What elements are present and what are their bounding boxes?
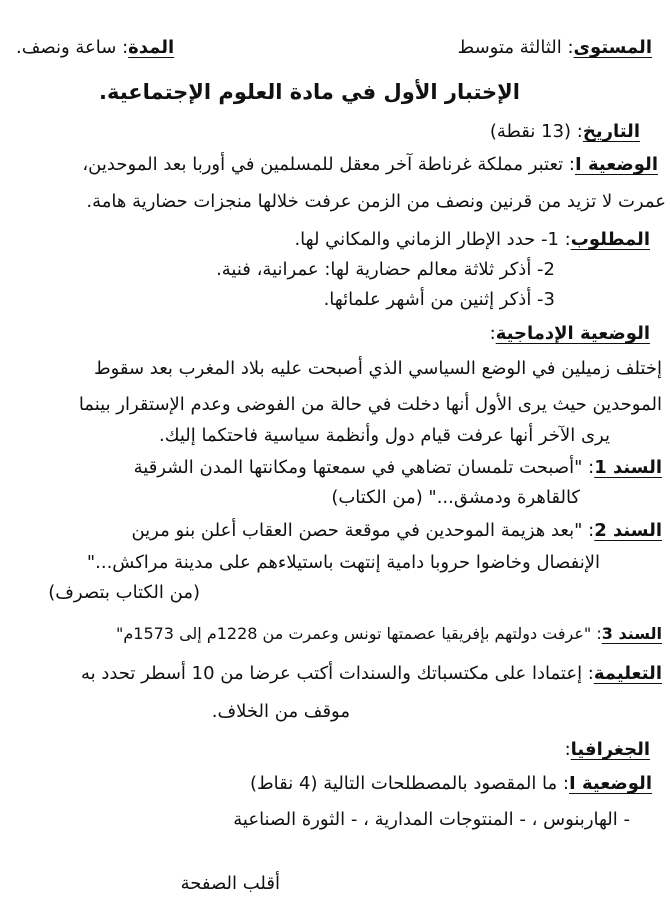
turn-page-note: أقلب الصفحة [180, 873, 280, 894]
geography-heading: الجغرافيا [570, 739, 650, 760]
duration-line: المدة: ساعة ونصف. [16, 37, 175, 58]
instruction-label: التعليمة [593, 663, 662, 684]
doc2-line1: السند 2: "بعد هزيمة الموحدين في موقعة حصن العقاب أعلن بنو مرين [131, 520, 662, 541]
geo-situation1-line: الوضعية I: ما المقصود بالمصطلحات التالية (4 نقاط) [250, 773, 652, 794]
page-title: الإختبار الأول في مادة العلوم الإجتماعية. [98, 80, 520, 104]
doc1-line2: كالقاهرة ودمشق..." (من الكتاب) [331, 487, 580, 508]
required-item2: 2- أذكر ثلاثة معالم حضارية لها: عمرانية، فنية. [216, 259, 555, 280]
doc3-label: السند 3 [601, 624, 662, 643]
doc2-line3: (من الكتاب بتصرف) [48, 582, 200, 603]
required-item3: 3- أذكر إثنين من أشهر علمائها. [323, 289, 555, 310]
instruction-text1: إعتمادا على مكتسباتك والسندات أكتب عرضا من 10 أسطر تحدد به [80, 663, 583, 684]
history-points: (13 نقطة) [489, 121, 572, 142]
instruction-line1: التعليمة: إعتمادا على مكتسباتك والسندات أكتب عرضا من 10 أسطر تحدد به [80, 663, 662, 684]
instruction-line2: موقف من الخلاف. [211, 701, 350, 722]
doc2-line2: الإنفصال وخاضوا حروبا دامية إنتهت باستيلاءهم على مدينة مراكش..." [86, 552, 600, 573]
history-heading-line: التاريخ: (13 نقطة) [489, 121, 640, 142]
integration-line3: يرى الآخر أنها عرفت قيام دول وأنظمة سياسية فاحتكما إليك. [158, 425, 610, 446]
geo-situation1-label: الوضعية I [568, 773, 652, 794]
duration-value: ساعة ونصف. [16, 37, 117, 58]
doc1-line1: السند 1: "أصبحت تلمسان تضاهي في سمعتها ومكانتها المدن الشرقية [133, 457, 662, 478]
history-heading: التاريخ [582, 121, 640, 142]
geo-situation1-text: ما المقصود بالمصطلحات التالية [323, 773, 558, 794]
integration-heading-line: الوضعية الإدماجية: [489, 323, 650, 344]
integration-line2: الموحدين حيث يرى الأول أنها دخلت في حالة من الفوضى وعدم الإستقرار بينما [78, 394, 662, 415]
required-item1: 1- حدد الإطار الزماني والمكاني لها. [294, 229, 559, 250]
integration-line1: إختلف زميلين في الوضع السياسي الذي أصبحت عليه بلاد المغرب بعد سقوط [93, 358, 662, 379]
geography-heading-line: الجغرافيا: [564, 739, 650, 760]
duration-label: المدة [128, 37, 175, 58]
required-label: المطلوب [570, 229, 650, 250]
doc2-label: السند 2 [594, 520, 662, 541]
situation1-line1: الوضعية I: تعتبر مملكة غرناطة آخر معقل للمسلمين في أوربا بعد الموحدين، [82, 154, 658, 175]
required-line1: المطلوب: 1- حدد الإطار الزماني والمكاني لها. [294, 229, 650, 250]
level-value: الثالثة متوسط [457, 37, 562, 58]
integration-label: الوضعية الإدماجية [495, 323, 650, 344]
situation1-line2: عمرت لا تزيد من قرنين ونصف من الزمن عرفت خلالها منجزات حضارية هامة. [86, 191, 666, 212]
level-line: المستوى: الثالثة متوسط [457, 37, 652, 58]
doc3-line: السند 3: "عرفت دولتهم بإفريقيا عصمتها تونس وعمرت من 1228م إلى 1573م" [116, 624, 662, 643]
geo-situation1-points: (4 نقاط) [250, 773, 318, 794]
doc1-text1: "أصبحت تلمسان تضاهي في سمعتها ومكانتها المدن الشرقية [133, 457, 583, 478]
doc2-text1: "بعد هزيمة الموحدين في موقعة حصن العقاب أعلن بنو مرين [131, 520, 583, 541]
situation1-label: الوضعية I [574, 154, 658, 175]
situation1-text1: تعتبر مملكة غرناطة آخر معقل للمسلمين في أوربا بعد الموحدين، [82, 154, 564, 175]
level-label: المستوى [573, 37, 652, 58]
doc3-text: "عرفت دولتهم بإفريقيا عصمتها تونس وعمرت من 1228م إلى 1573م" [116, 624, 592, 643]
doc1-label: السند 1 [594, 457, 662, 478]
geo-terms-line: - الهاربنوس ، - المنتوجات المدارية ، - الثورة الصناعية [233, 809, 630, 830]
